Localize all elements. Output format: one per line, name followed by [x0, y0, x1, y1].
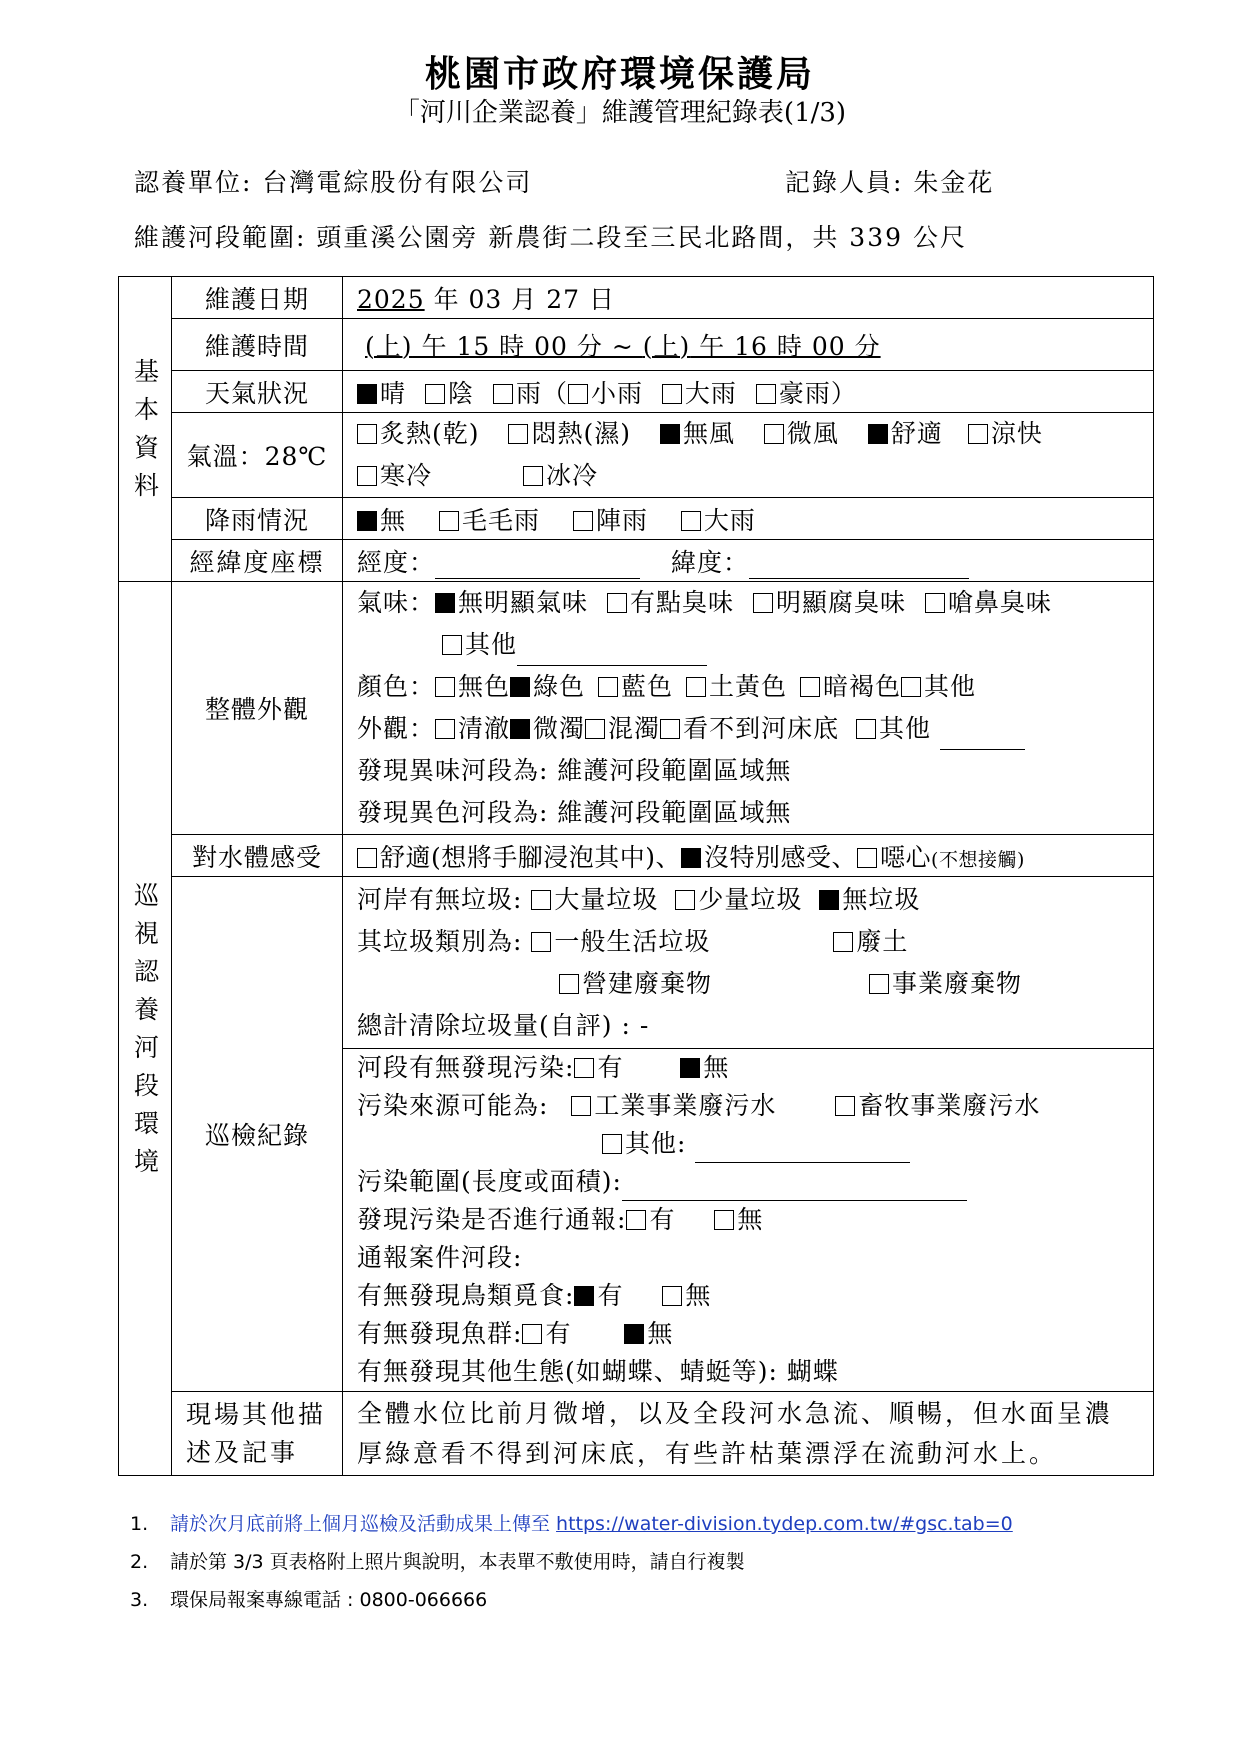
record-table: [118, 276, 1154, 1476]
checkbox-downpour[interactable]: [681, 511, 701, 531]
report-case-label: 通報案件河段:: [357, 1243, 523, 1272]
checkbox-household-waste[interactable]: [531, 932, 551, 952]
checkbox-cloudy[interactable]: [425, 384, 445, 404]
section-patrol: 巡 視 認 養 河 段 環 境: [119, 582, 172, 1476]
checkbox-cool[interactable]: [968, 424, 988, 444]
trash-section: 河岸有無垃圾: 大量垃圾 少量垃圾 無垃圾 其垃圾類別為: 一般生活垃圾 廢土 營建廢棄物 事業廢棄物 總計清除垃圾量(自評) : -: [343, 877, 1154, 1049]
patrol-label: 巡檢紀錄: [172, 877, 343, 1392]
checkbox-sunny[interactable]: [357, 384, 377, 404]
checkbox-hot-humid[interactable]: [508, 424, 528, 444]
adopt-unit-value: 台灣電綜股份有限公司: [262, 168, 533, 197]
checkbox-look-other[interactable]: [856, 719, 876, 739]
checkbox-report-yes[interactable]: [626, 1210, 646, 1230]
longitude-field[interactable]: [435, 552, 640, 579]
checkbox-report-no[interactable]: [714, 1210, 734, 1230]
time-label: 維護時間: [172, 319, 343, 371]
checkbox-no-smell[interactable]: [435, 593, 455, 613]
checkbox-pollution-yes[interactable]: [574, 1058, 594, 1078]
recorder-value: 朱金花: [913, 168, 995, 197]
checkbox-cold[interactable]: [357, 466, 377, 486]
checkbox-drizzle[interactable]: [439, 511, 459, 531]
checkbox-waste-soil[interactable]: [833, 932, 853, 952]
checkbox-bird-yes[interactable]: [574, 1286, 594, 1306]
pollution-section: 河段有無發現污染: 有 無 污染來源可能為: 工業事業廢污水 畜牧事業廢污水 其他: 污染範圍(長度或面積): 發現污染是否進行通報: 有 無 通報案件河段: 有無發現鳥類覓食: 有 無 有無發現魚群: 有 無 有無發現其他生態(如蝴蝶、蜻蜓等): 蝴蝶: [343, 1049, 1154, 1392]
odd-smell-note: 發現異味河段為: 維護河段範圍區域無: [357, 756, 792, 785]
checkbox-industrial-waste[interactable]: [869, 974, 889, 994]
checkbox-comfortable[interactable]: [868, 424, 888, 444]
checkbox-freezing[interactable]: [523, 466, 543, 486]
checkbox-breeze[interactable]: [764, 424, 784, 444]
checkbox-heavy-rain[interactable]: [662, 384, 682, 404]
checkbox-dark-brown[interactable]: [800, 677, 820, 697]
notes-label: 現場其他描述及記事: [172, 1392, 343, 1476]
appearance-options: 氣味： 無明顯氣味 有點臭味 明顯腐臭味 嗆鼻臭味 其他 顏色： 無色 綠色 藍色 土黃色 暗褐色 其他 外觀： 清澈 微濁 混濁 看不到河床底 其他 發現異味河段為: 維護河段範圍區域無 發現異色河段為: 維護河段範圍區域無: [343, 582, 1154, 835]
checkbox-feel-nothing[interactable]: [681, 848, 701, 868]
checkbox-storm[interactable]: [756, 384, 776, 404]
feeling-label: 對水體感受: [172, 835, 343, 877]
maintenance-range: [134, 218, 967, 254]
trash-total: 總計清除垃圾量(自評) : -: [357, 1010, 650, 1040]
source-other-field[interactable]: [695, 1136, 910, 1163]
checkbox-colorless[interactable]: [435, 677, 455, 697]
section-basic: 基 本 資 料: [119, 277, 172, 582]
footnote-2: 2. 請於第 3/3 頁表格附上照片與說明，本表單不敷使用時，請自行複製: [130, 1551, 745, 1573]
checkbox-source-other[interactable]: [602, 1134, 622, 1154]
coord-label: 經緯度座標: [172, 540, 343, 582]
checkbox-no-wind[interactable]: [660, 424, 680, 444]
latitude-field[interactable]: [749, 552, 969, 579]
adopt-unit-label: 認養單位:: [134, 168, 253, 197]
pollution-extent-field[interactable]: [622, 1174, 967, 1201]
checkbox-livestock-wastewater[interactable]: [835, 1096, 855, 1116]
date-label: 維護日期: [172, 277, 343, 319]
checkbox-little-trash[interactable]: [675, 890, 695, 910]
checkbox-fish-yes[interactable]: [522, 1324, 542, 1344]
range-label: 維護河段範圍:: [134, 223, 307, 252]
ecology-note: 有無發現其他生態(如蝴蝶、蜻蜓等): 蝴蝶: [357, 1357, 839, 1386]
coord-values: 經度： 緯度：: [343, 540, 1154, 582]
temp-label: 氣溫：28℃: [172, 413, 343, 498]
footnote-1: 1. 請於次月底前將上個月巡檢及活動成果上傳至 https://water-division.tydep.com.tw/#gsc.tab=0: [130, 1513, 1013, 1535]
checkbox-construction-waste[interactable]: [559, 974, 579, 994]
weather-label: 天氣狀況: [172, 371, 343, 413]
footnote-3: 3. 環保局報案專線電話 : 0800-066666: [130, 1589, 488, 1611]
range-value: 頭重溪公園旁 新農街二段至三民北路間，共 339 公尺: [316, 223, 967, 252]
feeling-options: 舒適(想將手腳浸泡其中)、 沒特別感受、 噁心(不想接觸): [343, 835, 1154, 877]
appearance-label: 整體外觀: [172, 582, 343, 835]
checkbox-rain[interactable]: [493, 384, 513, 404]
adopt-unit: [134, 163, 532, 199]
page-subtitle: 「河川企業認養」維護管理紀錄表(1/3): [393, 98, 847, 128]
notes-text: 全體水位比前月微增，以及全段河水急流、順暢，但水面呈濃厚綠意看不得到河床底，有些許枯葉漂浮在流動河水上。: [343, 1392, 1154, 1476]
checkbox-color-other[interactable]: [901, 677, 921, 697]
upload-link[interactable]: https://water-division.tydep.com.tw/#gsc.tab=0: [556, 1513, 1013, 1535]
checkbox-feel-disgust[interactable]: [857, 848, 877, 868]
recorder: [785, 163, 994, 199]
checkbox-pungent-smell[interactable]: [925, 593, 945, 613]
checkbox-blue[interactable]: [598, 677, 618, 697]
checkbox-bird-no[interactable]: [662, 1286, 682, 1306]
checkbox-slight-smell[interactable]: [607, 593, 627, 613]
temp-options: 炙熱(乾) 悶熱(濕) 無風 微風 舒適 涼快 寒冷 冰冷: [343, 413, 1154, 498]
date-value: 2025 年 03 月 27 日: [343, 277, 1154, 319]
odd-color-note: 發現異色河段為: 維護河段範圍區域無: [357, 798, 792, 827]
checkbox-pollution-no[interactable]: [680, 1058, 700, 1078]
checkbox-slightly-turbid[interactable]: [510, 719, 530, 739]
checkbox-no-riverbed[interactable]: [660, 719, 680, 739]
checkbox-smell-other[interactable]: [442, 635, 462, 655]
look-other-field[interactable]: [940, 723, 1025, 750]
rainfall-label: 降雨情況: [172, 498, 343, 540]
checkbox-hot-dry[interactable]: [357, 424, 377, 444]
checkbox-light-rain[interactable]: [568, 384, 588, 404]
checkbox-fish-no[interactable]: [624, 1324, 644, 1344]
weather-options: 晴 陰 雨（ 小雨 大雨 豪雨）: [343, 371, 1154, 413]
checkbox-turbid[interactable]: [585, 719, 605, 739]
footnotes: [130, 1505, 1013, 1619]
rainfall-options: 無 毛毛雨 陣雨 大雨: [343, 498, 1154, 540]
checkbox-green[interactable]: [510, 677, 530, 697]
smell-other-field[interactable]: [517, 639, 707, 666]
checkbox-feel-comfortable[interactable]: [357, 848, 377, 868]
checkbox-clear[interactable]: [435, 719, 455, 739]
recorder-label: 記錄人員:: [785, 168, 904, 197]
checkbox-yellow-brown[interactable]: [686, 677, 706, 697]
checkbox-no-trash[interactable]: [819, 890, 839, 910]
checkbox-much-trash[interactable]: [531, 890, 551, 910]
checkbox-shower[interactable]: [573, 511, 593, 531]
checkbox-rotten-smell[interactable]: [753, 593, 773, 613]
checkbox-industrial-wastewater[interactable]: [571, 1096, 591, 1116]
time-value: (上) 午 15 時 00 分 ~ (上) 午 16 時 00 分: [343, 319, 1154, 371]
checkbox-rain-none[interactable]: [357, 511, 377, 531]
page-title: 桃園市政府環境保護局: [424, 53, 815, 95]
